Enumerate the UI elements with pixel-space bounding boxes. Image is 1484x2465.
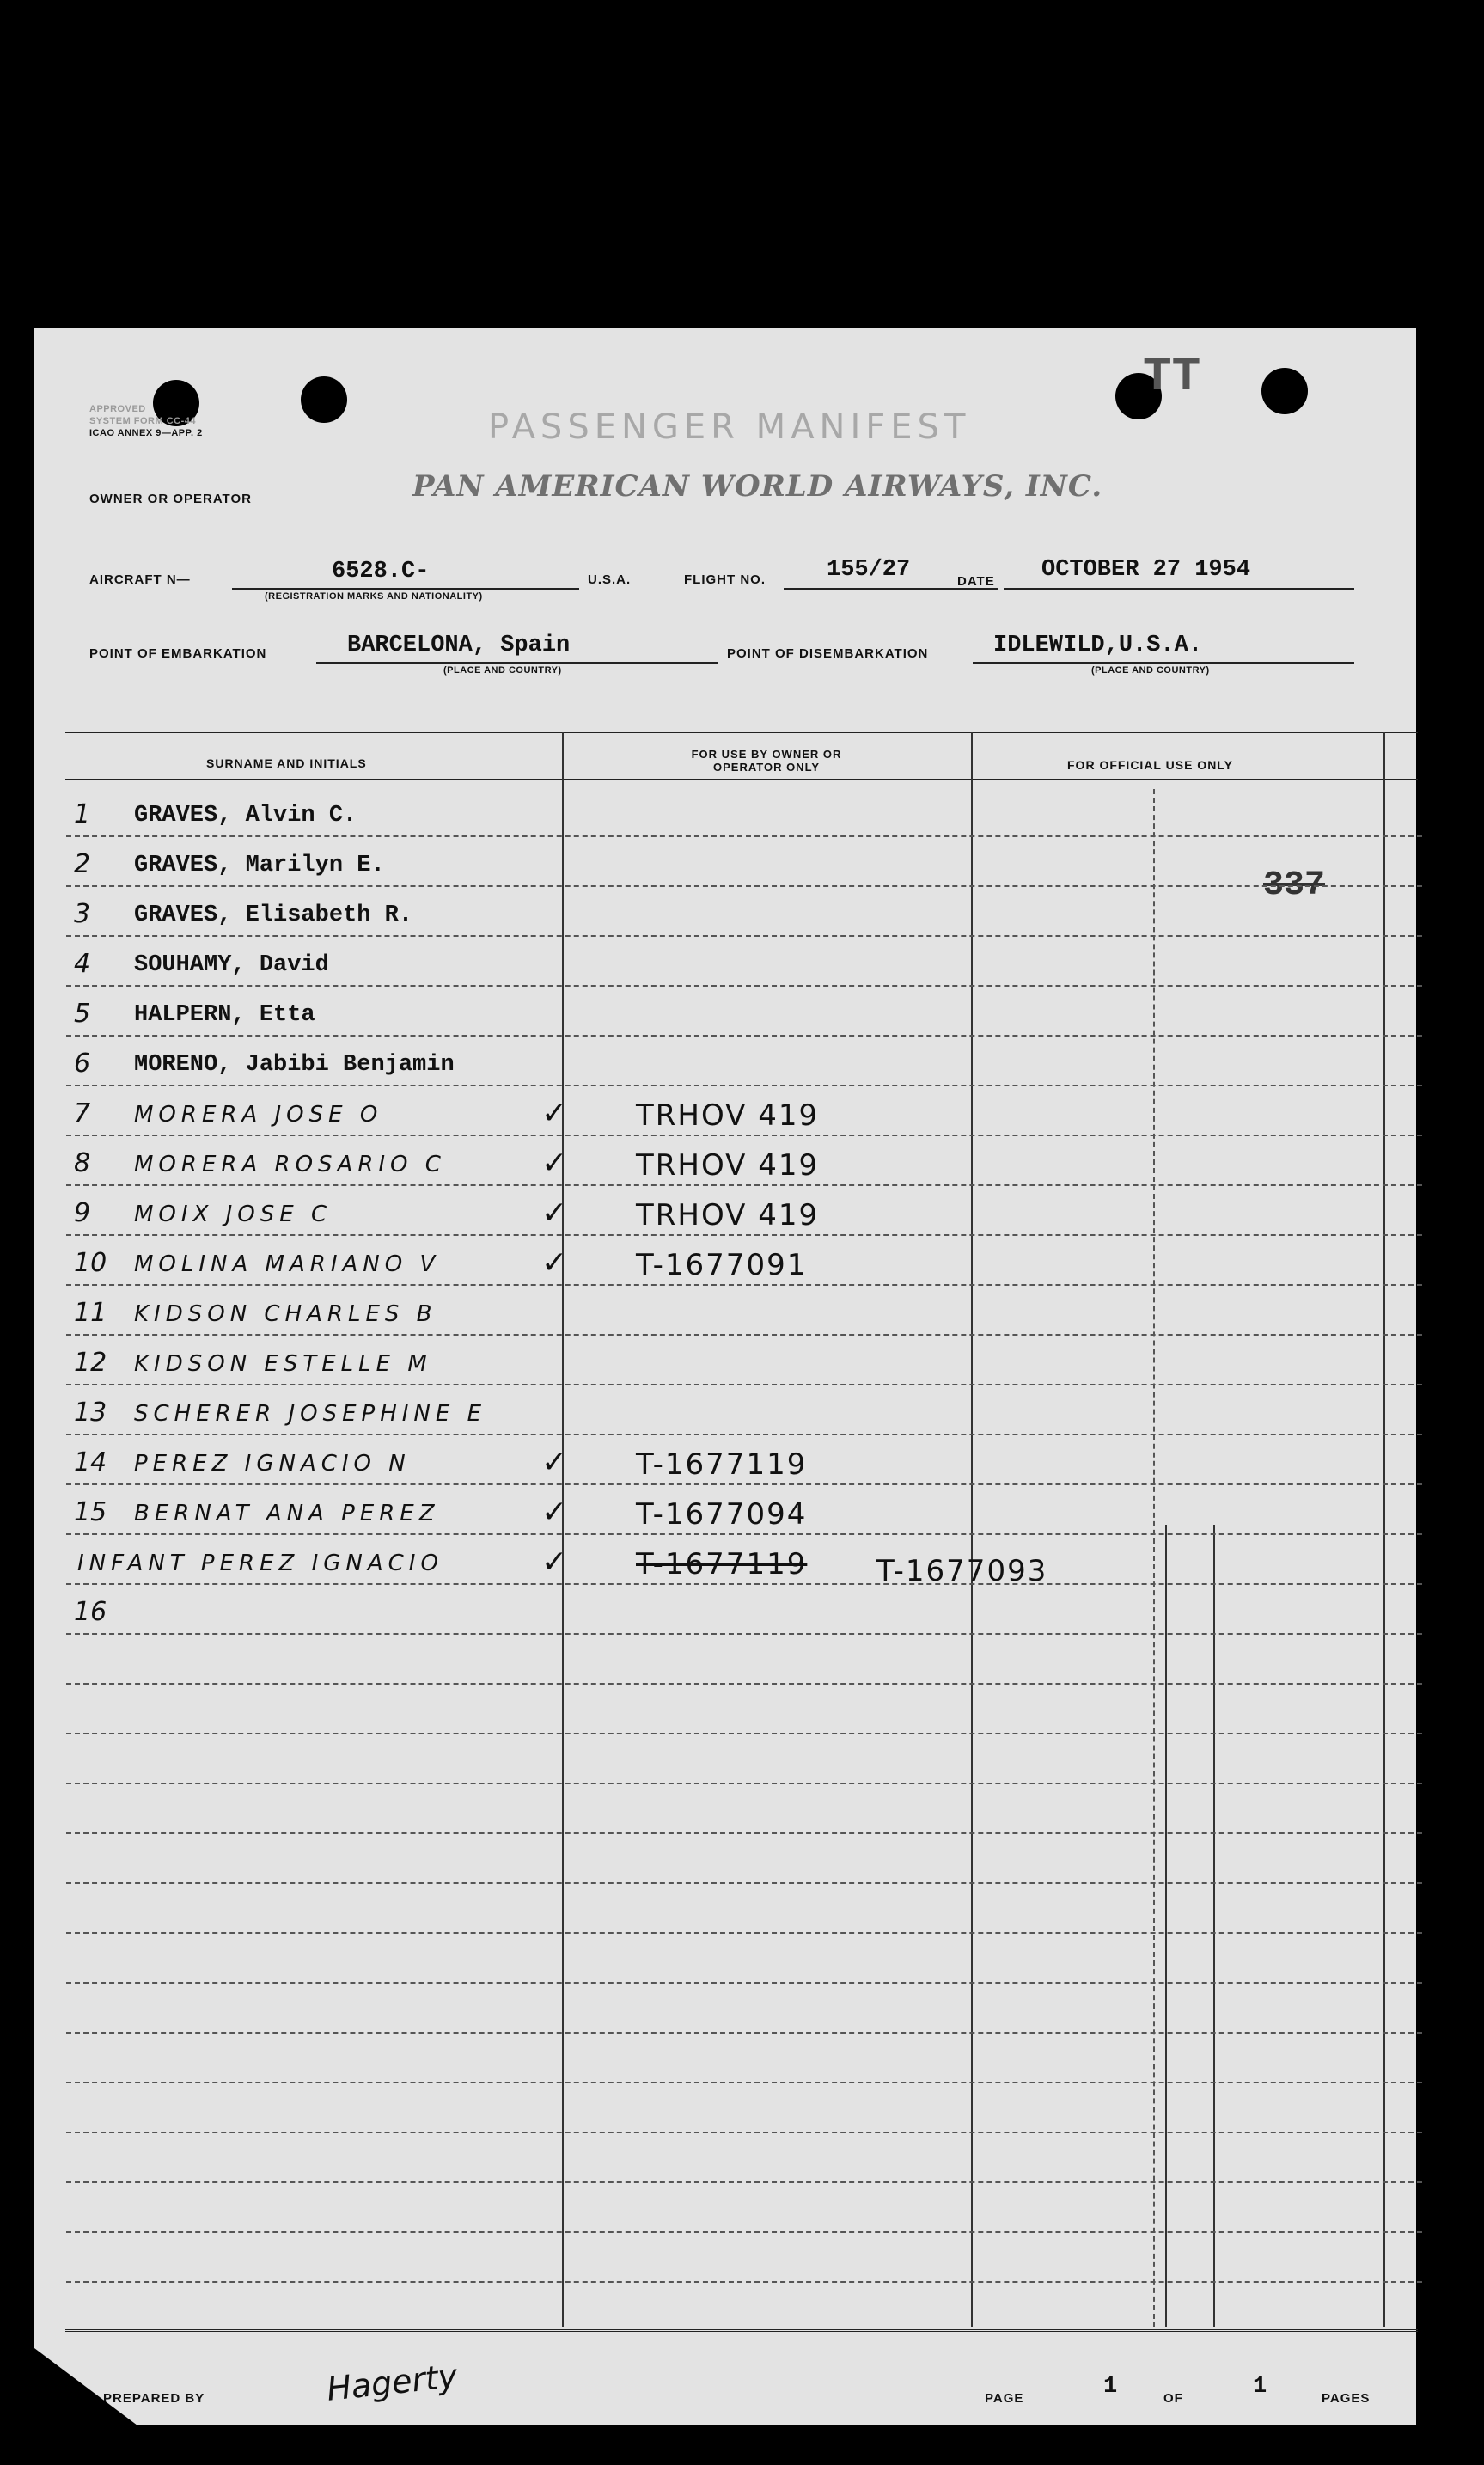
passenger-name: MOIX JOSE C <box>134 1202 333 1227</box>
flight-value: 155/27 <box>827 557 911 583</box>
row-rule <box>66 2181 1422 2183</box>
passenger-number: 9 <box>74 1198 91 1228</box>
passenger-number: 10 <box>74 1248 107 1278</box>
check-mark-icon: ✓ <box>541 1444 568 1479</box>
row-rule <box>66 2281 1422 2283</box>
approval-line-2: SYSTEM FORM CC-44 <box>89 416 197 426</box>
passenger-number: 12 <box>74 1348 107 1378</box>
disembarkation-label: POINT OF DISEMBARKATION <box>727 646 929 661</box>
owner-note: T-1677091 <box>636 1248 808 1282</box>
corner-mark: TT <box>1143 349 1201 404</box>
row-rule <box>66 1284 1422 1286</box>
row-rule <box>66 1733 1422 1734</box>
passenger-name: MORERA ROSARIO C <box>134 1152 446 1177</box>
owner-value: PAN AMERICAN WORLD AIRWAYS, INC. <box>412 469 1103 504</box>
aircraft-sub: (REGISTRATION MARKS AND NATIONALITY) <box>265 591 483 602</box>
passenger-name: KIDSON ESTELLE M <box>134 1351 432 1377</box>
punch-hole-icon <box>301 376 347 423</box>
owner-note: TRHOV 419 <box>636 1148 820 1183</box>
row-rule <box>66 1683 1422 1685</box>
passenger-number: 15 <box>74 1497 107 1527</box>
owner-note: T-1677119 <box>636 1547 808 1581</box>
row-rule <box>66 1882 1422 1884</box>
owner-note: T-1677119 <box>636 1447 808 1482</box>
pages-label: PAGES <box>1322 2391 1371 2406</box>
column-header-official-use: FOR OFFICIAL USE ONLY <box>1067 758 1233 772</box>
row-rule <box>66 1783 1422 1784</box>
passenger-number: 8 <box>74 1148 91 1178</box>
passenger-name: BERNAT ANA PEREZ <box>134 1501 440 1526</box>
row-rule <box>66 1832 1422 1834</box>
owner-label: OWNER OR OPERATOR <box>89 492 252 506</box>
owner-note: T-1677093 <box>876 1554 1048 1588</box>
passenger-number: 14 <box>74 1447 107 1477</box>
passenger-name: SCHERER JOSEPHINE E <box>134 1401 486 1427</box>
check-mark-icon: ✓ <box>541 1544 568 1579</box>
check-mark-icon: ✓ <box>541 1095 568 1130</box>
passenger-name: MORERA JOSE O <box>134 1102 383 1128</box>
approval-line-1: APPROVED <box>89 404 146 414</box>
embarkation-label: POINT OF EMBARKATION <box>89 646 267 661</box>
passenger-number: 2 <box>74 849 91 879</box>
row-rule <box>66 1483 1422 1485</box>
row-rule <box>66 935 1422 937</box>
approval-line-3: ICAO ANNEX 9—APP. 2 <box>89 428 203 438</box>
date-value: OCTOBER 27 1954 <box>1041 557 1251 583</box>
disembarkation-sub: (PLACE AND COUNTRY) <box>1091 665 1210 676</box>
usa-label: U.S.A. <box>588 572 632 587</box>
column-header-owner-use: FOR USE BY OWNER OR OPERATOR ONLY <box>691 748 842 774</box>
page-label: PAGE <box>985 2391 1024 2406</box>
passenger-number: 16 <box>74 1597 107 1627</box>
manifest-sheet <box>34 328 1416 2425</box>
check-mark-icon: ✓ <box>541 1195 568 1230</box>
passenger-number: 7 <box>74 1098 91 1129</box>
row-rule <box>66 1583 1422 1585</box>
passenger-name: GRAVES, Marilyn E. <box>134 853 385 878</box>
aircraft-value: 6528.C- <box>332 559 430 584</box>
passenger-name: KIDSON CHARLES B <box>134 1301 437 1327</box>
row-rule <box>66 1384 1422 1385</box>
passenger-name: MOLINA MARIANO V <box>134 1251 441 1277</box>
of-label: OF <box>1163 2391 1183 2406</box>
form-title: PASSENGER MANIFEST <box>488 407 971 447</box>
row-rule <box>66 1932 1422 1934</box>
folded-corner <box>34 2348 137 2425</box>
owner-note: T-1677094 <box>636 1497 808 1532</box>
row-rule <box>66 1035 1422 1037</box>
preparer-signature: Hagerty <box>325 2357 460 2408</box>
row-rule <box>66 1234 1422 1236</box>
row-rule <box>66 1533 1422 1535</box>
passenger-number: 4 <box>74 949 91 979</box>
row-rule <box>66 1135 1422 1136</box>
date-label: DATE <box>957 574 995 589</box>
passenger-number: 5 <box>74 999 91 1029</box>
passenger-name: PEREZ IGNACIO N <box>134 1451 411 1477</box>
row-rule <box>66 885 1422 887</box>
row-rule <box>66 1982 1422 1984</box>
passenger-name: GRAVES, Alvin C. <box>134 803 357 829</box>
row-rule <box>66 2132 1422 2133</box>
passenger-name: HALPERN, Etta <box>134 1002 315 1028</box>
passenger-number: 13 <box>74 1398 107 1428</box>
check-mark-icon: ✓ <box>541 1245 568 1280</box>
page-value: 1 <box>1103 2374 1118 2400</box>
embarkation-value: BARCELONA, Spain <box>347 633 571 658</box>
row-rule <box>66 835 1422 837</box>
of-value: 1 <box>1253 2374 1267 2400</box>
disembarkation-value: IDLEWILD,U.S.A. <box>993 633 1203 658</box>
column-divider <box>562 732 564 2327</box>
passenger-name: SOUHAMY, David <box>134 952 329 978</box>
row-rule <box>66 1633 1422 1635</box>
prepared-by-label: PREPARED BY <box>103 2391 205 2406</box>
column-header-surname: SURNAME AND INITIALS <box>206 756 367 770</box>
passenger-number: 3 <box>74 899 91 929</box>
row-rule <box>66 1334 1422 1336</box>
row-rule <box>66 2082 1422 2083</box>
passenger-name: GRAVES, Elisabeth R. <box>134 902 413 928</box>
row-rule <box>66 1434 1422 1435</box>
owner-note: TRHOV 419 <box>636 1198 820 1232</box>
embarkation-sub: (PLACE AND COUNTRY) <box>443 665 562 676</box>
passenger-number: 11 <box>74 1298 107 1328</box>
row-rule <box>66 2231 1422 2233</box>
row-rule <box>66 1184 1422 1186</box>
row-rule <box>66 2032 1422 2034</box>
check-mark-icon: ✓ <box>541 1145 568 1180</box>
passenger-name: INFANT PEREZ IGNACIO <box>77 1551 443 1576</box>
official-stamp: 337 <box>1263 866 1326 905</box>
column-divider <box>971 732 973 2327</box>
owner-note: TRHOV 419 <box>636 1098 820 1133</box>
passenger-name: MORENO, Jabibi Benjamin <box>134 1052 455 1078</box>
check-mark-icon: ✓ <box>541 1494 568 1529</box>
punch-hole-icon <box>1261 368 1308 414</box>
row-rule <box>66 985 1422 987</box>
aircraft-label: AIRCRAFT N— <box>89 572 191 587</box>
row-rule <box>66 1085 1422 1086</box>
passenger-number: 6 <box>74 1049 91 1079</box>
flight-label: FLIGHT NO. <box>684 572 766 587</box>
passenger-number: 1 <box>74 799 91 829</box>
